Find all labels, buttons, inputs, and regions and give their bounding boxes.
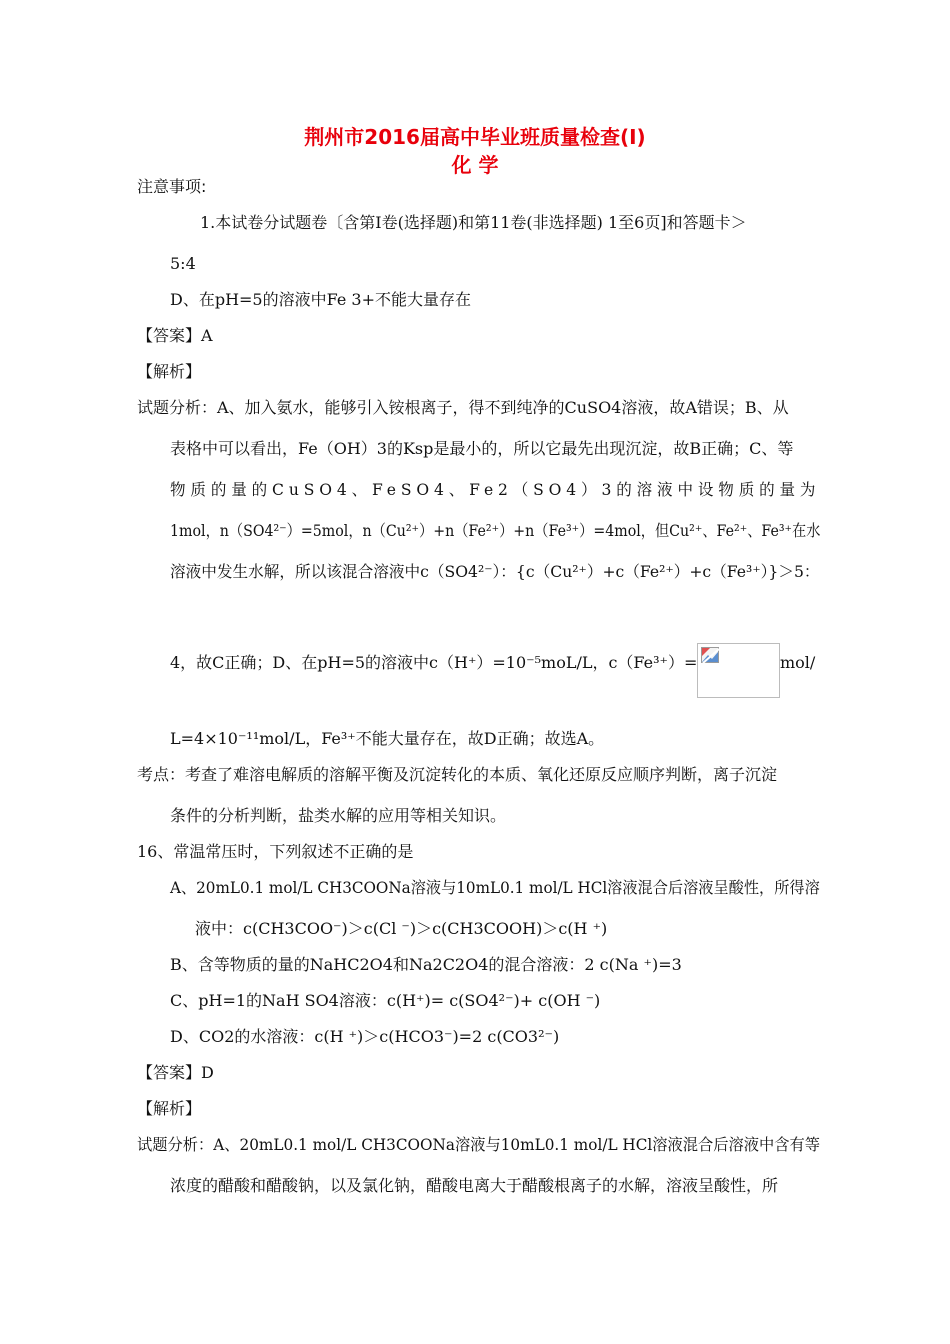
q15-analysis-line: 试题分析：A、加入氨水，能够引入铵根离子，得不到纯净的CuSO4溶液，故A错误；B、从: [137, 398, 789, 417]
q15-analysis-line: mol/: [780, 653, 816, 672]
exam-title: 荆州市2016届高中毕业班质量检查(I): [304, 125, 646, 149]
q16-stem: 16、常温常压时，下列叙述不正确的是: [137, 842, 414, 861]
broken-image-icon: [701, 647, 721, 665]
q15-analysis-label: 【解析】: [137, 362, 202, 381]
q15-kaodian: 条件的分析判断，盐类水解的应用等相关知识。: [170, 806, 507, 825]
q16-option-a: A、20mL0.1 mol/L CH3COONa溶液与10mL0.1 mol/L HCl溶液混合后溶液呈酸性，所得溶: [170, 878, 820, 897]
notice-ratio: 5:4: [170, 254, 196, 273]
q16-analysis-line: 试题分析：A、20mL0.1 mol/L CH3COONa溶液与10mL0.1 mol/L HCl溶液混合后溶液中含有等: [137, 1135, 821, 1154]
q15-analysis-line: 溶液中发生水解，所以该混合溶液中c（SO4²⁻）：{c（Cu²⁺）+c（Fe²⁺）+c（Fe³⁺）}＞5：: [170, 562, 820, 581]
notice-item-1: 1.本试卷分试题卷〔含第Ⅰ卷(选择题)和第11卷(非选择题) 1至6页]和答题卡＞: [200, 213, 747, 232]
q16-option-c: C、pH=1的NaH SO4溶液：c(H⁺)= c(SO4²⁻)+ c(OH ⁻): [170, 991, 601, 1010]
subject-title: 化 学: [451, 153, 499, 177]
notice-label: 注意事项:: [137, 177, 207, 196]
q16-option-d: D、CO2的水溶液：c(H ⁺)＞c(HCO3⁻)=2 c(CO3²⁻): [170, 1027, 560, 1046]
q15-answer: 【答案】A: [137, 326, 213, 345]
q16-answer: 【答案】D: [137, 1063, 214, 1082]
q16-option-a: 液中：c(CH3COO⁻)＞c(Cl ⁻)＞c(CH3COOH)＞c(H ⁺): [195, 919, 608, 938]
q16-option-b: B、含等物质的量的NaHC2O4和Na2C2O4的混合溶液：2 c(Na ⁺)=3: [170, 955, 682, 974]
q15-analysis-line: L=4×10⁻¹¹mol/L，Fe³⁺不能大量存在，故D正确；故选A。: [170, 729, 605, 748]
q15-analysis-line: 表格中可以看出，Fe（OH）3的Ksp是最小的，所以它最先出现沉淀，故B正确；C、等: [170, 439, 794, 458]
q15-analysis-line: 物质的量的CuSO4、FeSO4、Fe2（SO4）3的溶液中设物质的量为: [170, 480, 821, 499]
q15-kaodian: 考点：考查了难溶电解质的溶解平衡及沉淀转化的本质、氧化还原反应顺序判断，离子沉淀: [137, 765, 778, 784]
q16-analysis-line: 浓度的醋酸和醋酸钠，以及氯化钠，醋酸电离大于醋酸根离子的水解，溶液呈酸性，所: [170, 1176, 779, 1195]
q16-analysis-label: 【解析】: [137, 1099, 202, 1118]
q15-option-d: D、在pH=5的溶液中Fe 3+不能大量存在: [170, 290, 471, 309]
q15-analysis-line: 4，故C正确；D、在pH=5的溶液中c（H⁺）=10⁻⁵moL/L，c（Fe³⁺）=: [170, 653, 698, 672]
q15-analysis-line: 1mol，n（SO4²⁻）=5mol，n（Cu²⁺）+n（Fe²⁺）+n（Fe³⁺）=4mol，但Cu²⁺、Fe²⁺、Fe³⁺在水: [170, 521, 821, 540]
formula-image: [697, 643, 780, 698]
